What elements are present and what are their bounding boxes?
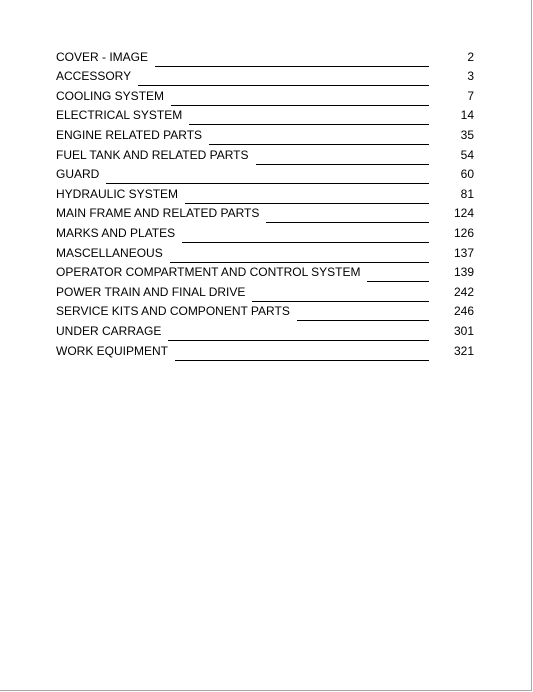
toc-entry-title: MASCELLANEOUS bbox=[56, 245, 163, 260]
toc-entry-page: 301 bbox=[453, 323, 474, 338]
toc-leader-line bbox=[155, 66, 429, 67]
toc-entry-title: MARKS AND PLATES bbox=[56, 225, 176, 240]
toc-entry-page: 14 bbox=[460, 108, 474, 123]
toc-leader-line bbox=[189, 124, 429, 125]
toc-entry-title: FUEL TANK AND RELATED PARTS bbox=[56, 147, 249, 162]
toc-entry-page: 2 bbox=[467, 49, 474, 64]
toc-entry-page: 54 bbox=[460, 147, 474, 162]
toc-entry-page: 7 bbox=[467, 88, 474, 103]
toc-entry-title: ACCESSORY bbox=[56, 69, 132, 84]
toc-entry-title: OPERATOR COMPARTMENT AND CONTROL SYSTEM bbox=[56, 265, 361, 280]
toc-entry-title: UNDER CARRAGE bbox=[56, 323, 162, 338]
toc-entry-title: SERVICE KITS AND COMPONENT PARTS bbox=[56, 304, 290, 319]
toc-entry-page: 246 bbox=[453, 304, 474, 319]
toc-entry-title: COVER - IMAGE bbox=[56, 49, 149, 64]
toc-entry-title: COOLING SYSTEM bbox=[56, 88, 165, 103]
toc-entry-title: HYDRAULIC SYSTEM bbox=[56, 186, 179, 201]
toc-leader-line bbox=[171, 105, 429, 106]
toc-leader-line bbox=[266, 222, 429, 223]
toc-entry-page: 124 bbox=[453, 206, 474, 221]
toc-entry-page: 321 bbox=[453, 343, 474, 358]
toc-entry-page: 60 bbox=[460, 167, 474, 182]
toc-entry-page: 81 bbox=[460, 186, 474, 201]
toc-leader-line bbox=[170, 262, 429, 263]
toc-entry-title: MAIN FRAME AND RELATED PARTS bbox=[56, 206, 260, 221]
toc-leader-line bbox=[168, 340, 429, 341]
toc-leader-line bbox=[106, 183, 429, 184]
toc-entry-page: 126 bbox=[453, 225, 474, 240]
toc-entry-title: GUARD bbox=[56, 167, 100, 182]
toc-entry-page: 242 bbox=[453, 284, 474, 299]
toc-entry-title: ENGINE RELATED PARTS bbox=[56, 127, 203, 142]
toc-entry[interactable] bbox=[56, 44, 474, 64]
toc-entry-page: 137 bbox=[453, 245, 474, 260]
toc-entry-title: WORK EQUIPMENT bbox=[56, 343, 169, 358]
toc-entry-page: 3 bbox=[467, 69, 474, 84]
toc-leader-line bbox=[297, 320, 429, 321]
toc-leader-line bbox=[185, 203, 429, 204]
toc-entry-page: 139 bbox=[453, 265, 474, 280]
toc-entry-title: POWER TRAIN AND FINAL DRIVE bbox=[56, 284, 246, 299]
toc-leader-line bbox=[256, 164, 430, 165]
toc-entry-title: ELECTRICAL SYSTEM bbox=[56, 108, 183, 123]
toc-entry-page: 35 bbox=[460, 127, 474, 142]
toc-leader-line bbox=[209, 144, 429, 145]
toc-leader-line bbox=[138, 85, 429, 86]
toc-leader-line bbox=[175, 360, 429, 361]
table-of-contents bbox=[56, 44, 474, 358]
toc-leader-line bbox=[252, 301, 429, 302]
toc-leader-line bbox=[367, 281, 428, 282]
toc-leader-line bbox=[182, 242, 429, 243]
